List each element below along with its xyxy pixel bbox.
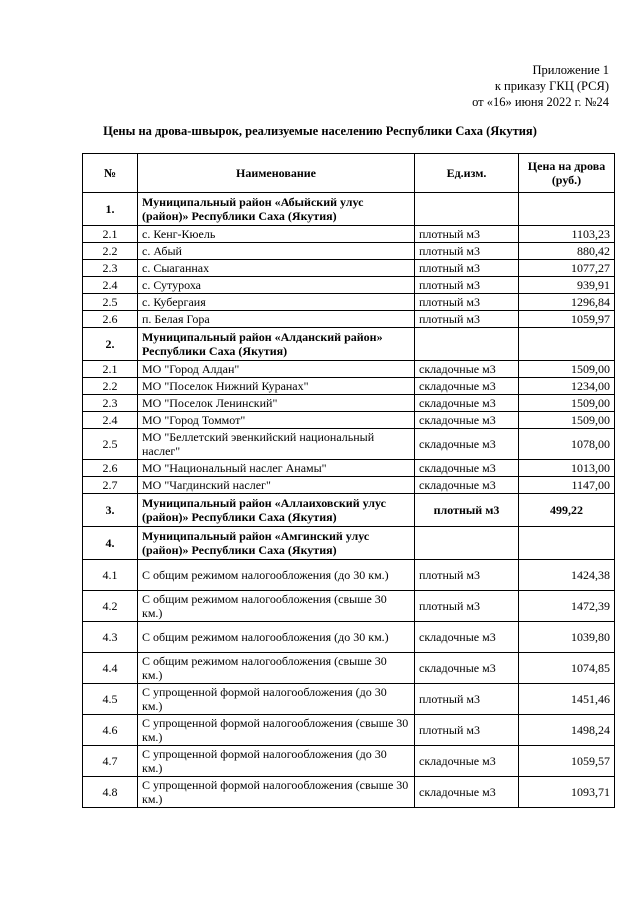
cell-unit: складочные м3 — [415, 378, 519, 395]
cell-num: 2.3 — [83, 395, 138, 412]
appendix-line-1: Приложение 1 — [532, 63, 609, 77]
table-row — [83, 777, 615, 808]
table-row — [83, 622, 615, 653]
table-row — [83, 361, 615, 378]
cell-name: С общим режимом налогообложения (свыше 30 км.) — [138, 653, 415, 684]
table-row — [83, 477, 615, 494]
cell-price: 1451,46 — [519, 684, 615, 715]
cell-num: 2.5 — [83, 429, 138, 460]
cell-unit: плотный м3 — [415, 715, 519, 746]
cell-name: Муниципальный район «Амгинский улус (район)» Республики Саха (Якутия) — [138, 527, 415, 560]
cell-price: 1424,38 — [519, 560, 615, 591]
cell-price: 1059,57 — [519, 746, 615, 777]
cell-num: 2.2 — [83, 243, 138, 260]
cell-price — [519, 527, 615, 560]
cell-num: 4.3 — [83, 622, 138, 653]
cell-num: 4.6 — [83, 715, 138, 746]
cell-name: с. Сыаганнах — [138, 260, 415, 277]
table-row — [83, 591, 615, 622]
table-row — [83, 378, 615, 395]
cell-name: Муниципальный район «Абыйский улус (район)» Республики Саха (Якутия) — [138, 193, 415, 226]
cell-name: С упрощенной формой налогообложения (свыше 30 км.) — [138, 777, 415, 808]
cell-price: 1234,00 — [519, 378, 615, 395]
cell-price: 1013,00 — [519, 460, 615, 477]
header-unit: Ед.изм. — [415, 154, 519, 193]
cell-num: 4. — [83, 527, 138, 560]
cell-num: 4.1 — [83, 560, 138, 591]
cell-name: С упрощенной формой налогообложения (до 30 км.) — [138, 684, 415, 715]
cell-price: 1296,84 — [519, 294, 615, 311]
table-row — [83, 429, 615, 460]
cell-unit: складочные м3 — [415, 361, 519, 378]
cell-num: 2. — [83, 328, 138, 361]
cell-name: МО "Поселок Нижний Куранах" — [138, 378, 415, 395]
cell-unit: плотный м3 — [415, 311, 519, 328]
cell-name: С общим режимом налогообложения (до 30 км.) — [138, 560, 415, 591]
cell-price: 1498,24 — [519, 715, 615, 746]
cell-unit: плотный м3 — [415, 260, 519, 277]
table-row — [83, 294, 615, 311]
cell-unit: плотный м3 — [415, 277, 519, 294]
cell-price — [519, 328, 615, 361]
cell-price: 1103,23 — [519, 226, 615, 243]
cell-name: С общим режимом налогообложения (свыше 30 км.) — [138, 591, 415, 622]
cell-price: 1509,00 — [519, 412, 615, 429]
cell-unit — [415, 527, 519, 560]
cell-num: 2.4 — [83, 277, 138, 294]
cell-name: С упрощенной формой налогообложения (свыше 30 км.) — [138, 715, 415, 746]
cell-num: 2.7 — [83, 477, 138, 494]
cell-num: 4.8 — [83, 777, 138, 808]
cell-name: МО "Национальный наслег Анамы" — [138, 460, 415, 477]
cell-name: МО "Чагдинский наслег" — [138, 477, 415, 494]
table-row — [83, 653, 615, 684]
table-row — [83, 193, 615, 226]
cell-unit: складочные м3 — [415, 653, 519, 684]
cell-num: 2.5 — [83, 294, 138, 311]
table-row — [83, 243, 615, 260]
cell-name: МО "Город Томмот" — [138, 412, 415, 429]
cell-num: 2.2 — [83, 378, 138, 395]
cell-price: 1074,85 — [519, 653, 615, 684]
table-row — [83, 412, 615, 429]
table-row — [83, 395, 615, 412]
cell-price: 939,91 — [519, 277, 615, 294]
cell-num: 2.4 — [83, 412, 138, 429]
cell-unit: плотный м3 — [415, 591, 519, 622]
cell-price: 1039,80 — [519, 622, 615, 653]
cell-num: 4.2 — [83, 591, 138, 622]
cell-num: 2.3 — [83, 260, 138, 277]
table-header-row — [83, 154, 615, 193]
price-table — [82, 153, 615, 808]
cell-price — [519, 193, 615, 226]
appendix-line-2: к приказу ГКЦ (РСЯ) — [494, 79, 609, 93]
cell-name: с. Кенг-Кюель — [138, 226, 415, 243]
table-row — [83, 560, 615, 591]
cell-unit: плотный м3 — [415, 294, 519, 311]
table-row — [83, 494, 615, 527]
cell-name: Муниципальный район «Аллаиховский улус (район)» Республики Саха (Якутия) — [138, 494, 415, 527]
cell-name: С общим режимом налогообложения (до 30 км.) — [138, 622, 415, 653]
cell-unit: складочные м3 — [415, 412, 519, 429]
table-row — [83, 460, 615, 477]
cell-price: 1509,00 — [519, 395, 615, 412]
table-row — [83, 527, 615, 560]
cell-name: МО "Поселок Ленинский" — [138, 395, 415, 412]
header-num: № — [83, 154, 138, 193]
cell-price: 1093,71 — [519, 777, 615, 808]
cell-num: 1. — [83, 193, 138, 226]
cell-name: МО "Город Алдан" — [138, 361, 415, 378]
cell-num: 2.1 — [83, 361, 138, 378]
table-row — [83, 746, 615, 777]
table-body — [83, 193, 615, 808]
cell-num: 3. — [83, 494, 138, 527]
cell-price: 1059,97 — [519, 311, 615, 328]
cell-unit: складочные м3 — [415, 429, 519, 460]
table-row — [83, 260, 615, 277]
cell-unit: плотный м3 — [415, 684, 519, 715]
cell-unit — [415, 193, 519, 226]
cell-num: 2.1 — [83, 226, 138, 243]
cell-num: 2.6 — [83, 311, 138, 328]
cell-unit: складочные м3 — [415, 477, 519, 494]
cell-unit — [415, 328, 519, 361]
cell-name: МО "Беллетский эвенкийский национальный наслег" — [138, 429, 415, 460]
cell-price: 1472,39 — [519, 591, 615, 622]
cell-price: 880,42 — [519, 243, 615, 260]
cell-unit: плотный м3 — [415, 243, 519, 260]
cell-unit: складочные м3 — [415, 746, 519, 777]
document-title: Цены на дрова-швырок, реализуемые населению Республики Саха (Якутия) — [103, 124, 537, 138]
cell-unit: плотный м3 — [415, 494, 519, 527]
table-row — [83, 311, 615, 328]
cell-name: с. Кубергаия — [138, 294, 415, 311]
cell-num: 4.7 — [83, 746, 138, 777]
cell-price: 1078,00 — [519, 429, 615, 460]
cell-num: 4.4 — [83, 653, 138, 684]
cell-name: с. Сутуроха — [138, 277, 415, 294]
cell-price: 1147,00 — [519, 477, 615, 494]
cell-price: 1509,00 — [519, 361, 615, 378]
table-row — [83, 684, 615, 715]
cell-name: С упрощенной формой налогообложения (до 30 км.) — [138, 746, 415, 777]
cell-num: 2.6 — [83, 460, 138, 477]
header-name: Наименование — [138, 154, 415, 193]
cell-unit: складочные м3 — [415, 622, 519, 653]
appendix-line-3: от «16» июня 2022 г. №24 — [472, 95, 609, 109]
cell-num: 4.5 — [83, 684, 138, 715]
appendix-note — [472, 62, 609, 110]
cell-unit: плотный м3 — [415, 560, 519, 591]
cell-name: Муниципальный район «Алданский район» Республики Саха (Якутия) — [138, 328, 415, 361]
cell-name: п. Белая Гора — [138, 311, 415, 328]
table-row — [83, 226, 615, 243]
table-row — [83, 715, 615, 746]
table-row — [83, 328, 615, 361]
cell-name: с. Абый — [138, 243, 415, 260]
table-row — [83, 277, 615, 294]
cell-unit: плотный м3 — [415, 226, 519, 243]
header-price: Цена на дрова (руб.) — [519, 154, 615, 193]
cell-unit: складочные м3 — [415, 460, 519, 477]
cell-price: 499,22 — [519, 494, 615, 527]
cell-unit: складочные м3 — [415, 395, 519, 412]
cell-price: 1077,27 — [519, 260, 615, 277]
cell-unit: складочные м3 — [415, 777, 519, 808]
